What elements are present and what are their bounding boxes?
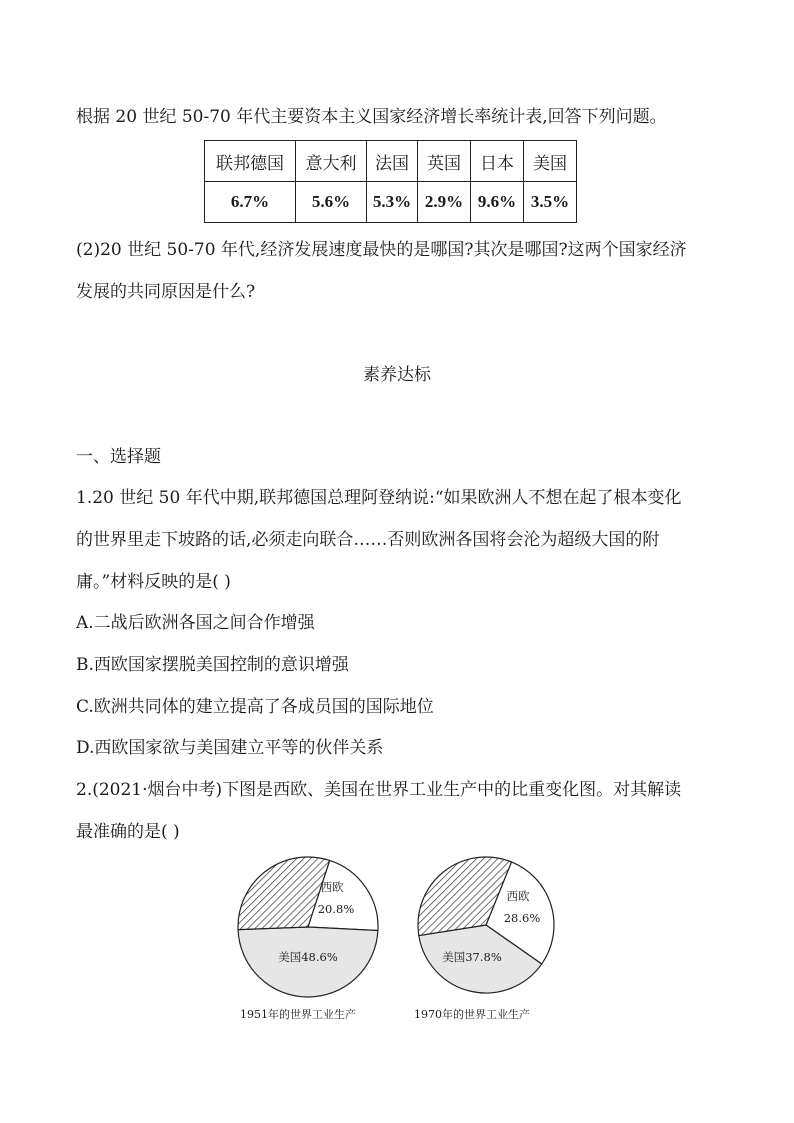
option-d: D.西欧国家欲与美国建立平等的伙伴关系 — [76, 738, 384, 758]
mc-question-1-line-2: 的世界里走下坡路的话,必须走向联合……否则欧洲各国将会沦为超级大国的附 — [76, 530, 660, 550]
table-cell: 法国 — [367, 141, 418, 182]
table-cell: 9.6% — [471, 182, 524, 223]
table-cell: 5.6% — [296, 182, 367, 223]
pie-data-label: 西欧 — [506, 889, 530, 903]
growth-rate-table — [204, 140, 577, 223]
table-cell: 5.3% — [367, 182, 418, 223]
mc-question-1-line-3: 庸。”材料反映的是( ) — [76, 572, 231, 592]
mc-question-2-line-1: 2.(2021·烟台中考)下图是西欧、美国在世界工业生产中的比重变化图。对其解读 — [76, 780, 682, 800]
table-cell: 英国 — [418, 141, 471, 182]
table-cell: 美国 — [524, 141, 577, 182]
pie-data-label: 28.6% — [503, 911, 541, 925]
table-cell: 意大利 — [296, 141, 367, 182]
pie-data-label: 美国37.8% — [442, 950, 502, 964]
table-cell: 2.9% — [418, 182, 471, 223]
pie-caption-1970: 1970年的世界工业生产 — [414, 1008, 530, 1021]
option-a: A.二战后欧洲各国之间合作增强 — [76, 613, 315, 633]
option-b: B.西欧国家摆脱美国控制的意识增强 — [76, 655, 349, 675]
table-cell: 6.7% — [205, 182, 296, 223]
table-header-row — [205, 141, 577, 182]
pie-chart-1970 — [416, 855, 556, 995]
question-2-line-2: 发展的共同原因是什么? — [76, 282, 256, 302]
option-c: C.欧洲共同体的建立提高了各成员国的国际地位 — [76, 697, 434, 717]
pie-caption-1951: 1951年的世界工业生产 — [240, 1008, 356, 1021]
intro-text: 根据 20 世纪 50-70 年代主要资本主义国家经济增长率统计表,回答下列问题。 — [76, 107, 667, 127]
question-2-line-1: (2)20 世纪 50-70 年代,经济发展速度最快的是哪国?其次是哪国?这两个国家经济 — [76, 240, 687, 260]
mc-question-1-line-1: 1.20 世纪 50 年代中期,联邦德国总理阿登纳说:“如果欧洲人不想在起了根本变化 — [76, 488, 682, 508]
table-value-row — [205, 182, 577, 223]
mc-question-2-line-2: 最准确的是( ) — [76, 822, 180, 842]
section-title: 素养达标 — [363, 365, 431, 385]
table-cell: 3.5% — [524, 182, 577, 223]
pie-data-label: 美国48.6% — [278, 950, 338, 964]
table-cell: 日本 — [471, 141, 524, 182]
part-title: 一、选择题 — [76, 447, 161, 467]
pie-data-label: 20.8% — [317, 902, 355, 916]
pie-data-label: 西欧 — [320, 880, 344, 894]
pie-chart-1951 — [236, 855, 380, 999]
table-cell: 联邦德国 — [205, 141, 296, 182]
